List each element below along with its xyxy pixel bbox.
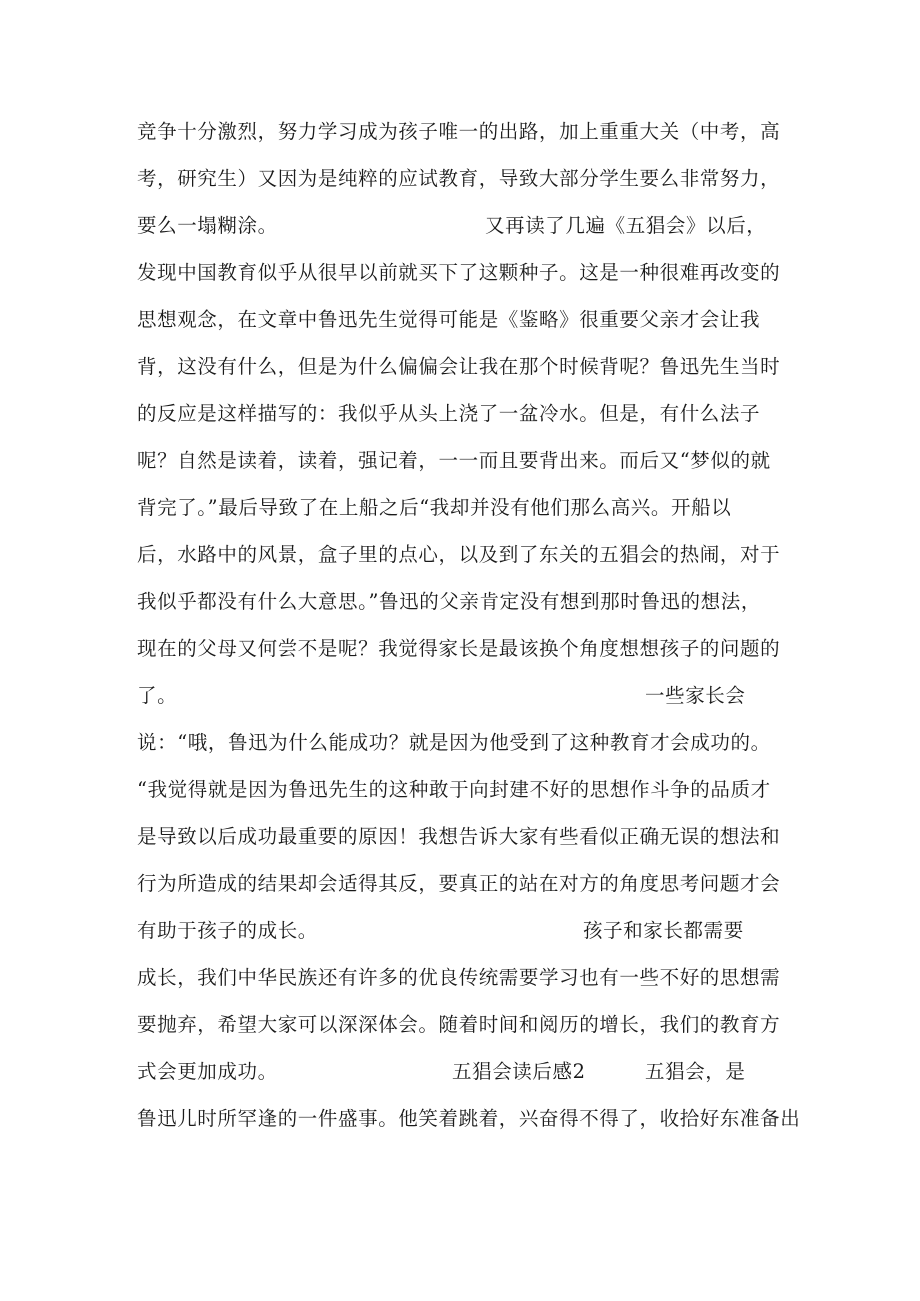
text-segment: 思想观念，在文章中鲁迅先生觉得可能是《鉴略》很重要父亲才会让我 [137, 308, 761, 331]
text-line [137, 773, 797, 807]
text-line [137, 115, 797, 149]
text-segment: 考，研究生）又因为是纯粹的应试教育，导致大部分学生要么非常努力， [137, 167, 781, 190]
text-line [137, 585, 797, 619]
text-segment: “我觉得就是因为鲁迅先生的这种敢于向封建不好的思想作斗争的品质才 [137, 778, 771, 801]
text-segment: 背完了。”最后导致了在上船之后“我却并没有他们那么高兴。开船以 [137, 496, 732, 519]
text-segment: 了。 [137, 684, 178, 707]
text-segment: 式会更加成功。 [137, 1060, 278, 1083]
text-segment: 的反应是这样描写的：我似乎从头上浇了一盆冷水。但是，有什么法子 [137, 402, 761, 425]
text-segment: 背，这没有什么，但是为什么偏偏会让我在那个时候背呢？鲁迅先生当时 [137, 355, 781, 378]
text-segment: 竞争十分激烈，努力学习成为孩子唯一的出路，加上重重大关（中考，高 [137, 120, 781, 143]
text-line [137, 1055, 797, 1089]
text-line [137, 256, 797, 290]
text-segment: 行为所造成的结果却会适得其反，要真正的站在对方的角度思考问题才会 [137, 872, 781, 895]
text-segment: 呢？自然是读着，读着，强记着，一一而且要背出来。而后又“梦似的就 [137, 449, 771, 472]
text-segment: 我似乎都没有什么大意思。”鲁迅的父亲肯定没有想到那时鲁迅的想法， [137, 590, 761, 613]
text-line [137, 632, 797, 666]
text-line [137, 162, 797, 196]
text-segment: 鲁迅儿时所罕逢的一件盛事。他笑着跳着，兴奋得不得了，收拾好东准备出 [137, 1107, 801, 1130]
text-line [137, 867, 797, 901]
text-segment: 说：“哦，鲁迅为什么能成功？就是因为他受到了这种教育才会成功的。 [137, 731, 771, 754]
text-line [137, 1008, 797, 1042]
text-line [137, 679, 797, 713]
text-segment: 要么一塌糊涂。 [137, 214, 278, 237]
text-segment: 后，水路中的风景，盒子里的点心，以及到了东关的五猖会的热闹，对于 [137, 543, 781, 566]
text-segment: 五猖会，是 [645, 1060, 746, 1083]
text-segment: 发现中国教育似乎从很早以前就买下了这颗种子。这是一种很难再改变的 [137, 261, 781, 284]
text-line [137, 1102, 801, 1136]
text-line [137, 538, 797, 572]
text-segment: 是导致以后成功最重要的原因！我想告诉大家有些看似正确无误的想法和 [137, 825, 781, 848]
text-line [137, 209, 797, 243]
text-line [137, 914, 797, 948]
text-segment: 五猖会读后感2 [452, 1060, 586, 1083]
text-segment: 孩子和家长都需要 [583, 919, 744, 942]
text-segment: 现在的父母又何尝不是呢？我觉得家长是最该换个角度想想孩子的问题的 [137, 637, 781, 660]
text-segment: 又再读了几遍《五猖会》以后， [485, 214, 767, 237]
text-segment: 一些家长会 [645, 684, 746, 707]
text-line [137, 820, 797, 854]
text-line [137, 726, 797, 760]
text-segment: 成长，我们中华民族还有许多的优良传统需要学习也有一些不好的思想需 [137, 966, 781, 989]
text-line [137, 397, 797, 431]
text-line [137, 303, 797, 337]
text-segment: 要抛弃，希望大家可以深深体会。随着时间和阅历的增长，我们的教育方 [137, 1013, 781, 1036]
text-line [137, 444, 797, 478]
text-line [137, 350, 797, 384]
text-line [137, 491, 797, 525]
text-line [137, 961, 797, 995]
text-segment: 有助于孩子的成长。 [137, 919, 318, 942]
